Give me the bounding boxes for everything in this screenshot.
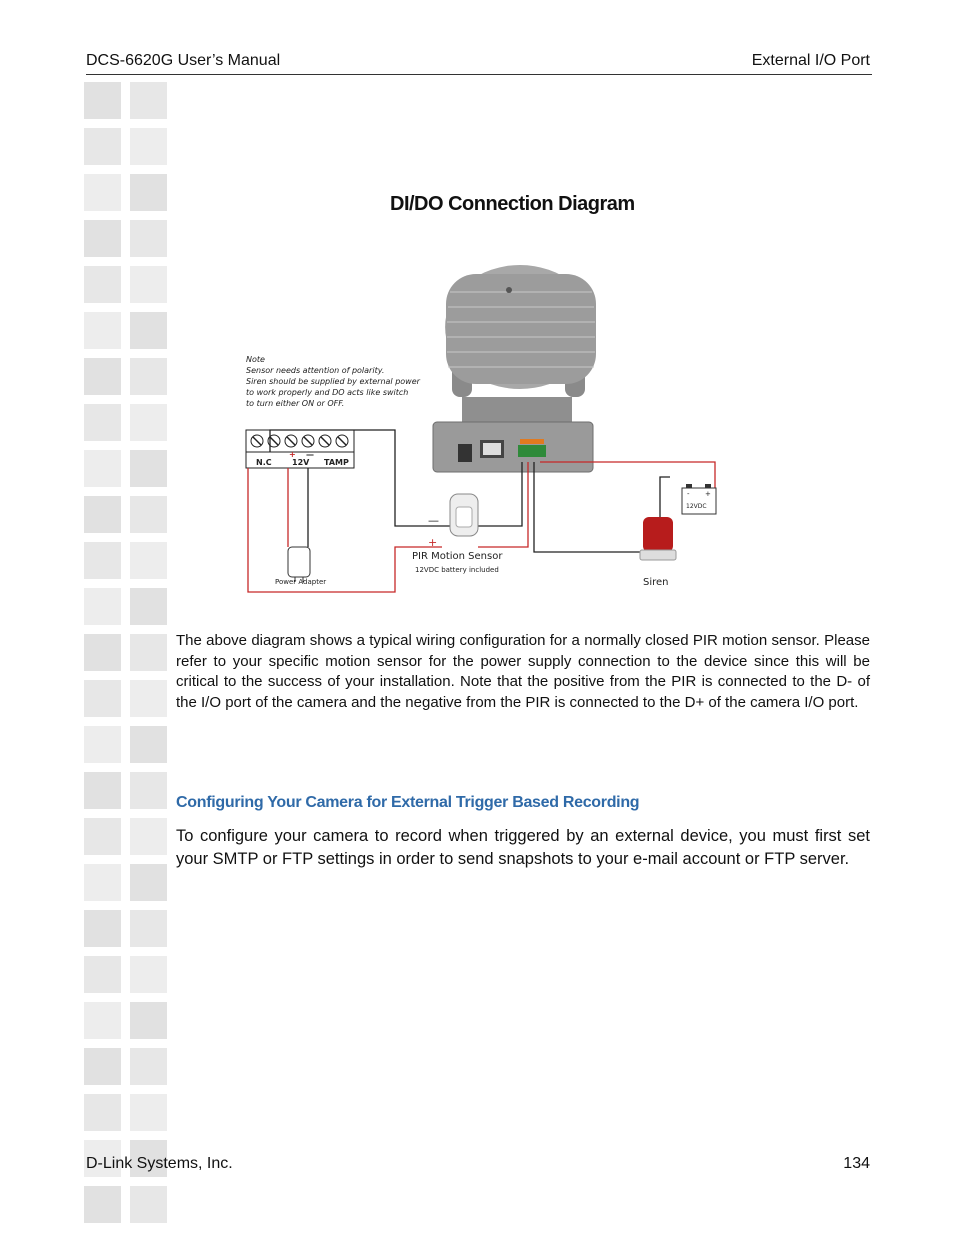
decorative-tile bbox=[84, 542, 121, 579]
note-line: Sensor needs attention of polarity. bbox=[246, 366, 385, 375]
terminal-label-nc: N.C bbox=[256, 458, 272, 467]
decorative-tile bbox=[84, 726, 121, 763]
decorative-tile bbox=[130, 910, 167, 947]
terminal-label-tamp: TAMP bbox=[324, 458, 349, 467]
decorative-tile bbox=[84, 956, 121, 993]
decorative-tile bbox=[130, 864, 167, 901]
siren-icon bbox=[640, 517, 676, 560]
decorative-tile bbox=[130, 450, 167, 487]
decorative-tile bbox=[84, 634, 121, 671]
power-adapter-label: Power Adapter bbox=[275, 578, 327, 586]
terminal-plus: + bbox=[289, 450, 296, 459]
decorative-tile bbox=[130, 1048, 167, 1085]
decorative-tile bbox=[130, 1002, 167, 1039]
decorative-tile bbox=[130, 404, 167, 441]
power-adapter-icon bbox=[288, 547, 310, 582]
decorative-tile bbox=[84, 1048, 121, 1085]
decorative-tile bbox=[84, 82, 121, 119]
decorative-tile bbox=[130, 542, 167, 579]
configuration-paragraph: To configure your camera to record when triggered by an external device, you must first set your SMTP or FTP settings in order to send snapshots to your e-mail account or FTP server. bbox=[176, 827, 870, 868]
pir-label: PIR Motion Sensor bbox=[412, 551, 503, 562]
decorative-tile bbox=[130, 358, 167, 395]
decorative-tile bbox=[84, 312, 121, 349]
decorative-tile bbox=[130, 588, 167, 625]
siren-label: Siren bbox=[643, 577, 669, 588]
decorative-tile bbox=[130, 82, 167, 119]
decorative-tile bbox=[84, 910, 121, 947]
terminal-minus: — bbox=[306, 450, 314, 459]
decorative-tile bbox=[84, 266, 121, 303]
pir-minus: — bbox=[428, 514, 439, 527]
decorative-tile bbox=[130, 1094, 167, 1131]
battery-minus: - bbox=[687, 490, 690, 498]
note-line: Siren should be supplied by external power bbox=[246, 377, 420, 386]
camera-illustration bbox=[433, 265, 596, 472]
decorative-tile bbox=[84, 1002, 121, 1039]
decorative-tile bbox=[130, 1186, 167, 1223]
pir-plus: + bbox=[428, 536, 438, 549]
decorative-tile bbox=[84, 772, 121, 809]
decorative-tile bbox=[84, 864, 121, 901]
section-subheading: Configuring Your Camera for External Trigger Based Recording bbox=[176, 794, 640, 811]
decorative-tile bbox=[84, 680, 121, 717]
note-line: Note bbox=[246, 355, 265, 364]
section-title: External I/O Port bbox=[751, 52, 870, 69]
decorative-tile bbox=[84, 404, 121, 441]
decorative-tile bbox=[84, 818, 121, 855]
decorative-tile bbox=[84, 1186, 121, 1223]
decorative-tile-column bbox=[84, 82, 174, 1235]
decorative-tile bbox=[130, 220, 167, 257]
decorative-tile bbox=[130, 174, 167, 211]
decorative-tile bbox=[130, 956, 167, 993]
pir-sublabel: 12VDC battery included bbox=[415, 566, 499, 574]
terminal-label-12v: 12V bbox=[292, 458, 310, 467]
connection-diagram bbox=[240, 262, 730, 597]
note-line: to work properly and DO acts like switch bbox=[246, 388, 409, 397]
header-divider bbox=[86, 74, 872, 75]
company-name: D-Link Systems, Inc. bbox=[86, 1155, 233, 1172]
decorative-tile bbox=[84, 358, 121, 395]
decorative-tile bbox=[84, 450, 121, 487]
manual-title: DCS-6620G User’s Manual bbox=[86, 52, 281, 69]
decorative-tile bbox=[84, 496, 121, 533]
wiring-description-paragraph: The above diagram shows a typical wiring configuration for a normally closed PIR motion sensor. Please refer to your specific motion sensor for the power supply connection to the device since this will be critical to the success of your installation. Note that the positive from the PIR is connected to the D- of the I/O port of the camera and the negative from the PIR is connected to the D+ of the camera I/O port. bbox=[176, 632, 870, 712]
battery-label: 12VDC bbox=[686, 503, 707, 510]
terminal-block bbox=[246, 430, 354, 468]
battery-plus: + bbox=[705, 490, 711, 498]
decorative-tile bbox=[84, 220, 121, 257]
decorative-tile bbox=[84, 588, 121, 625]
decorative-tile bbox=[84, 128, 121, 165]
decorative-tile bbox=[130, 680, 167, 717]
decorative-tile bbox=[130, 312, 167, 349]
decorative-tile bbox=[130, 128, 167, 165]
page-number: 134 bbox=[843, 1155, 870, 1172]
decorative-tile bbox=[130, 634, 167, 671]
decorative-tile bbox=[130, 818, 167, 855]
pir-sensor-icon bbox=[450, 494, 478, 536]
decorative-tile bbox=[130, 266, 167, 303]
decorative-tile bbox=[130, 496, 167, 533]
diagram-title: DI/DO Connection Diagram bbox=[390, 193, 635, 215]
decorative-tile bbox=[84, 174, 121, 211]
decorative-tile bbox=[84, 1094, 121, 1131]
decorative-tile bbox=[130, 726, 167, 763]
decorative-tile bbox=[130, 772, 167, 809]
note-line: to turn either ON or OFF. bbox=[246, 399, 345, 408]
